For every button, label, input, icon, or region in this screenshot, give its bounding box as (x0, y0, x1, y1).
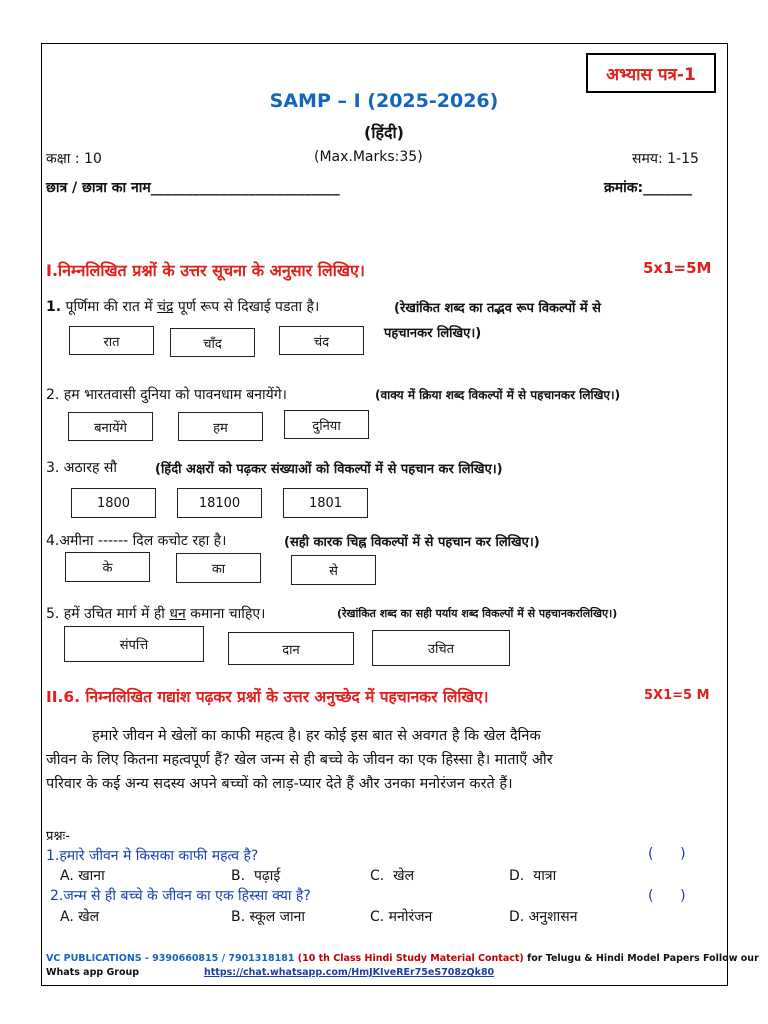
passage-line: जीवन के लिए कितना महत्वपूर्ण हैं? खेल जन्म से ही बच्चे के जीवन का एक हिस्सा है। माताएँ और (46, 752, 553, 768)
passage-question-2: 2.जन्म से ही बच्चे के जीवन का एक हिस्सा क्या है? (50, 888, 311, 904)
q4-option-2[interactable]: का (176, 553, 261, 583)
q1-option-2[interactable]: चाँद (170, 328, 255, 357)
footer-line-1 (46, 953, 759, 964)
footer-contact: (10 th Class Hindi Study Material Contact) (297, 953, 524, 964)
q2-option-2[interactable]: हम (178, 412, 263, 441)
max-marks: (Max.Marks:35) (314, 149, 423, 165)
question-1 (46, 297, 319, 316)
question-3: 3. अठारह सौ (46, 460, 117, 476)
footer-whatsapp-label: Whats app Group (46, 967, 140, 978)
pq2-option-d[interactable]: D. अनुशासन (509, 909, 578, 925)
passage-question-1: 1.हमारे जीवन मे किसका काफी महत्व है? (46, 848, 259, 864)
q2-option-1[interactable]: बनायेंगे (68, 412, 153, 441)
section1-marks: 5x1=5M (643, 259, 712, 277)
footer-follow: for Telugu & Hindi Model Papers Follow our (527, 953, 759, 964)
q4-option-1[interactable]: के (65, 552, 150, 582)
pq1-option-b[interactable]: B. पढ़ाई (231, 868, 281, 884)
passage-line: परिवार के कई अन्य सदस्य अपने बच्चों को लाड़-प्यार देते हैं और उनका मनोरंजन करते हैं। (46, 776, 513, 792)
q1-option-3[interactable]: चंद (279, 326, 364, 355)
q4-option-3[interactable]: से (291, 555, 376, 585)
pq1-option-a[interactable]: A. खाना (60, 868, 105, 884)
subject-title: (हिंदी) (364, 123, 404, 142)
section1-heading: I.निम्नलिखित प्रश्नों के उत्तर सूचना के अनुसार लिखिए। (46, 261, 365, 280)
pq2-option-b[interactable]: B. स्कूल जाना (231, 909, 306, 925)
section2-marks: 5X1=5 M (644, 688, 710, 703)
q2-instruction: (वाक्य में क्रिया शब्द विकल्पों में से पहचानकर लिखिए।) (375, 388, 621, 402)
q5-option-2[interactable]: दान (228, 632, 354, 665)
section2-heading: II.6. निम्नलिखित गद्यांश पढ़कर प्रश्नों के उत्तर अनुच्छेद में पहचानकर लिखिए। (46, 688, 489, 706)
student-name-field: छात्र / छात्रा का नाम___________________________ (46, 180, 340, 196)
questions-label: प्रश्नः- (46, 829, 70, 844)
pq2-option-c[interactable]: C. मनोरंजन (370, 909, 433, 925)
exam-title: SAMP – I (2025-2026) (269, 90, 499, 112)
class-label: कक्षा : 10 (46, 151, 102, 167)
worksheet-badge: अभ्यास पत्र-1 (586, 53, 716, 93)
q5-text-b: कमाना चाहिए। (185, 606, 266, 622)
question-4: 4.अमीना ------ दिल कचोट रहा है। (46, 533, 227, 549)
question-2: 2. हम भारतवासी दुनिया को पावनधाम बनायेंगे। (46, 387, 287, 403)
q3-instruction: (हिंदी अक्षरों को पढ़कर संख्याओं को विकल्पों में से पहचान कर लिखिए।) (155, 462, 503, 477)
q1-number: 1. (46, 299, 62, 315)
time-label: समय: 1-15 (632, 151, 699, 167)
pq1-option-c[interactable]: C. खेल (370, 868, 415, 884)
q5-option-1[interactable]: संपत्ति (64, 626, 204, 662)
answer-bracket-1[interactable]: ( ) (648, 846, 686, 862)
footer-whatsapp-link[interactable]: https://chat.whatsapp.com/HmJKIveREr75eS708zQk80 (204, 967, 495, 978)
q2-option-3[interactable]: दुनिया (284, 410, 369, 439)
roll-number-field: क्रमांक:_______ (604, 180, 693, 196)
q1-text-b: पूर्ण रूप से दिखाई पडता है। (173, 299, 320, 315)
q5-instruction: (रेखांकित शब्द का सही पर्याय शब्द विकल्पों में से पहचानकरलिखिए।) (337, 607, 618, 620)
q1-instruction: (रेखांकित शब्द का तद्भव रूप विकल्पों में से (394, 301, 601, 316)
q1-underlined-word: चंद्र (157, 299, 174, 315)
question-5 (46, 604, 265, 623)
q3-option-3[interactable]: 1801 (283, 488, 368, 518)
q1-text-a: पूर्णिमा की रात में (61, 299, 158, 315)
q4-instruction: (सही कारक चिह्न विकल्पों में से पहचान कर लिखिए।) (284, 535, 540, 550)
pq1-option-d[interactable]: D. यात्रा (509, 868, 557, 884)
q5-underlined-word: धन (169, 606, 186, 622)
q3-option-2[interactable]: 18100 (177, 488, 262, 518)
answer-bracket-2[interactable]: ( ) (648, 888, 686, 904)
reading-passage (46, 724, 722, 796)
pq2-option-a[interactable]: A. खेल (60, 909, 100, 925)
q5-text-a: 5. हमें उचित मार्ग में ही (46, 606, 170, 622)
passage-line: हमारे जीवन मे खेलों का काफी महत्व है। हर कोई इस बात से अवगत है कि खेल दैनिक (46, 728, 541, 744)
footer-publisher: VC PUBLICATIONS - 9390660815 / 7901318181 (46, 953, 295, 964)
q3-option-1[interactable]: 1800 (71, 488, 156, 518)
q5-option-3[interactable]: उचित (372, 630, 510, 666)
q1-instruction-cont: पहचानकर लिखिए।) (384, 326, 482, 341)
q1-option-1[interactable]: रात (69, 326, 154, 355)
